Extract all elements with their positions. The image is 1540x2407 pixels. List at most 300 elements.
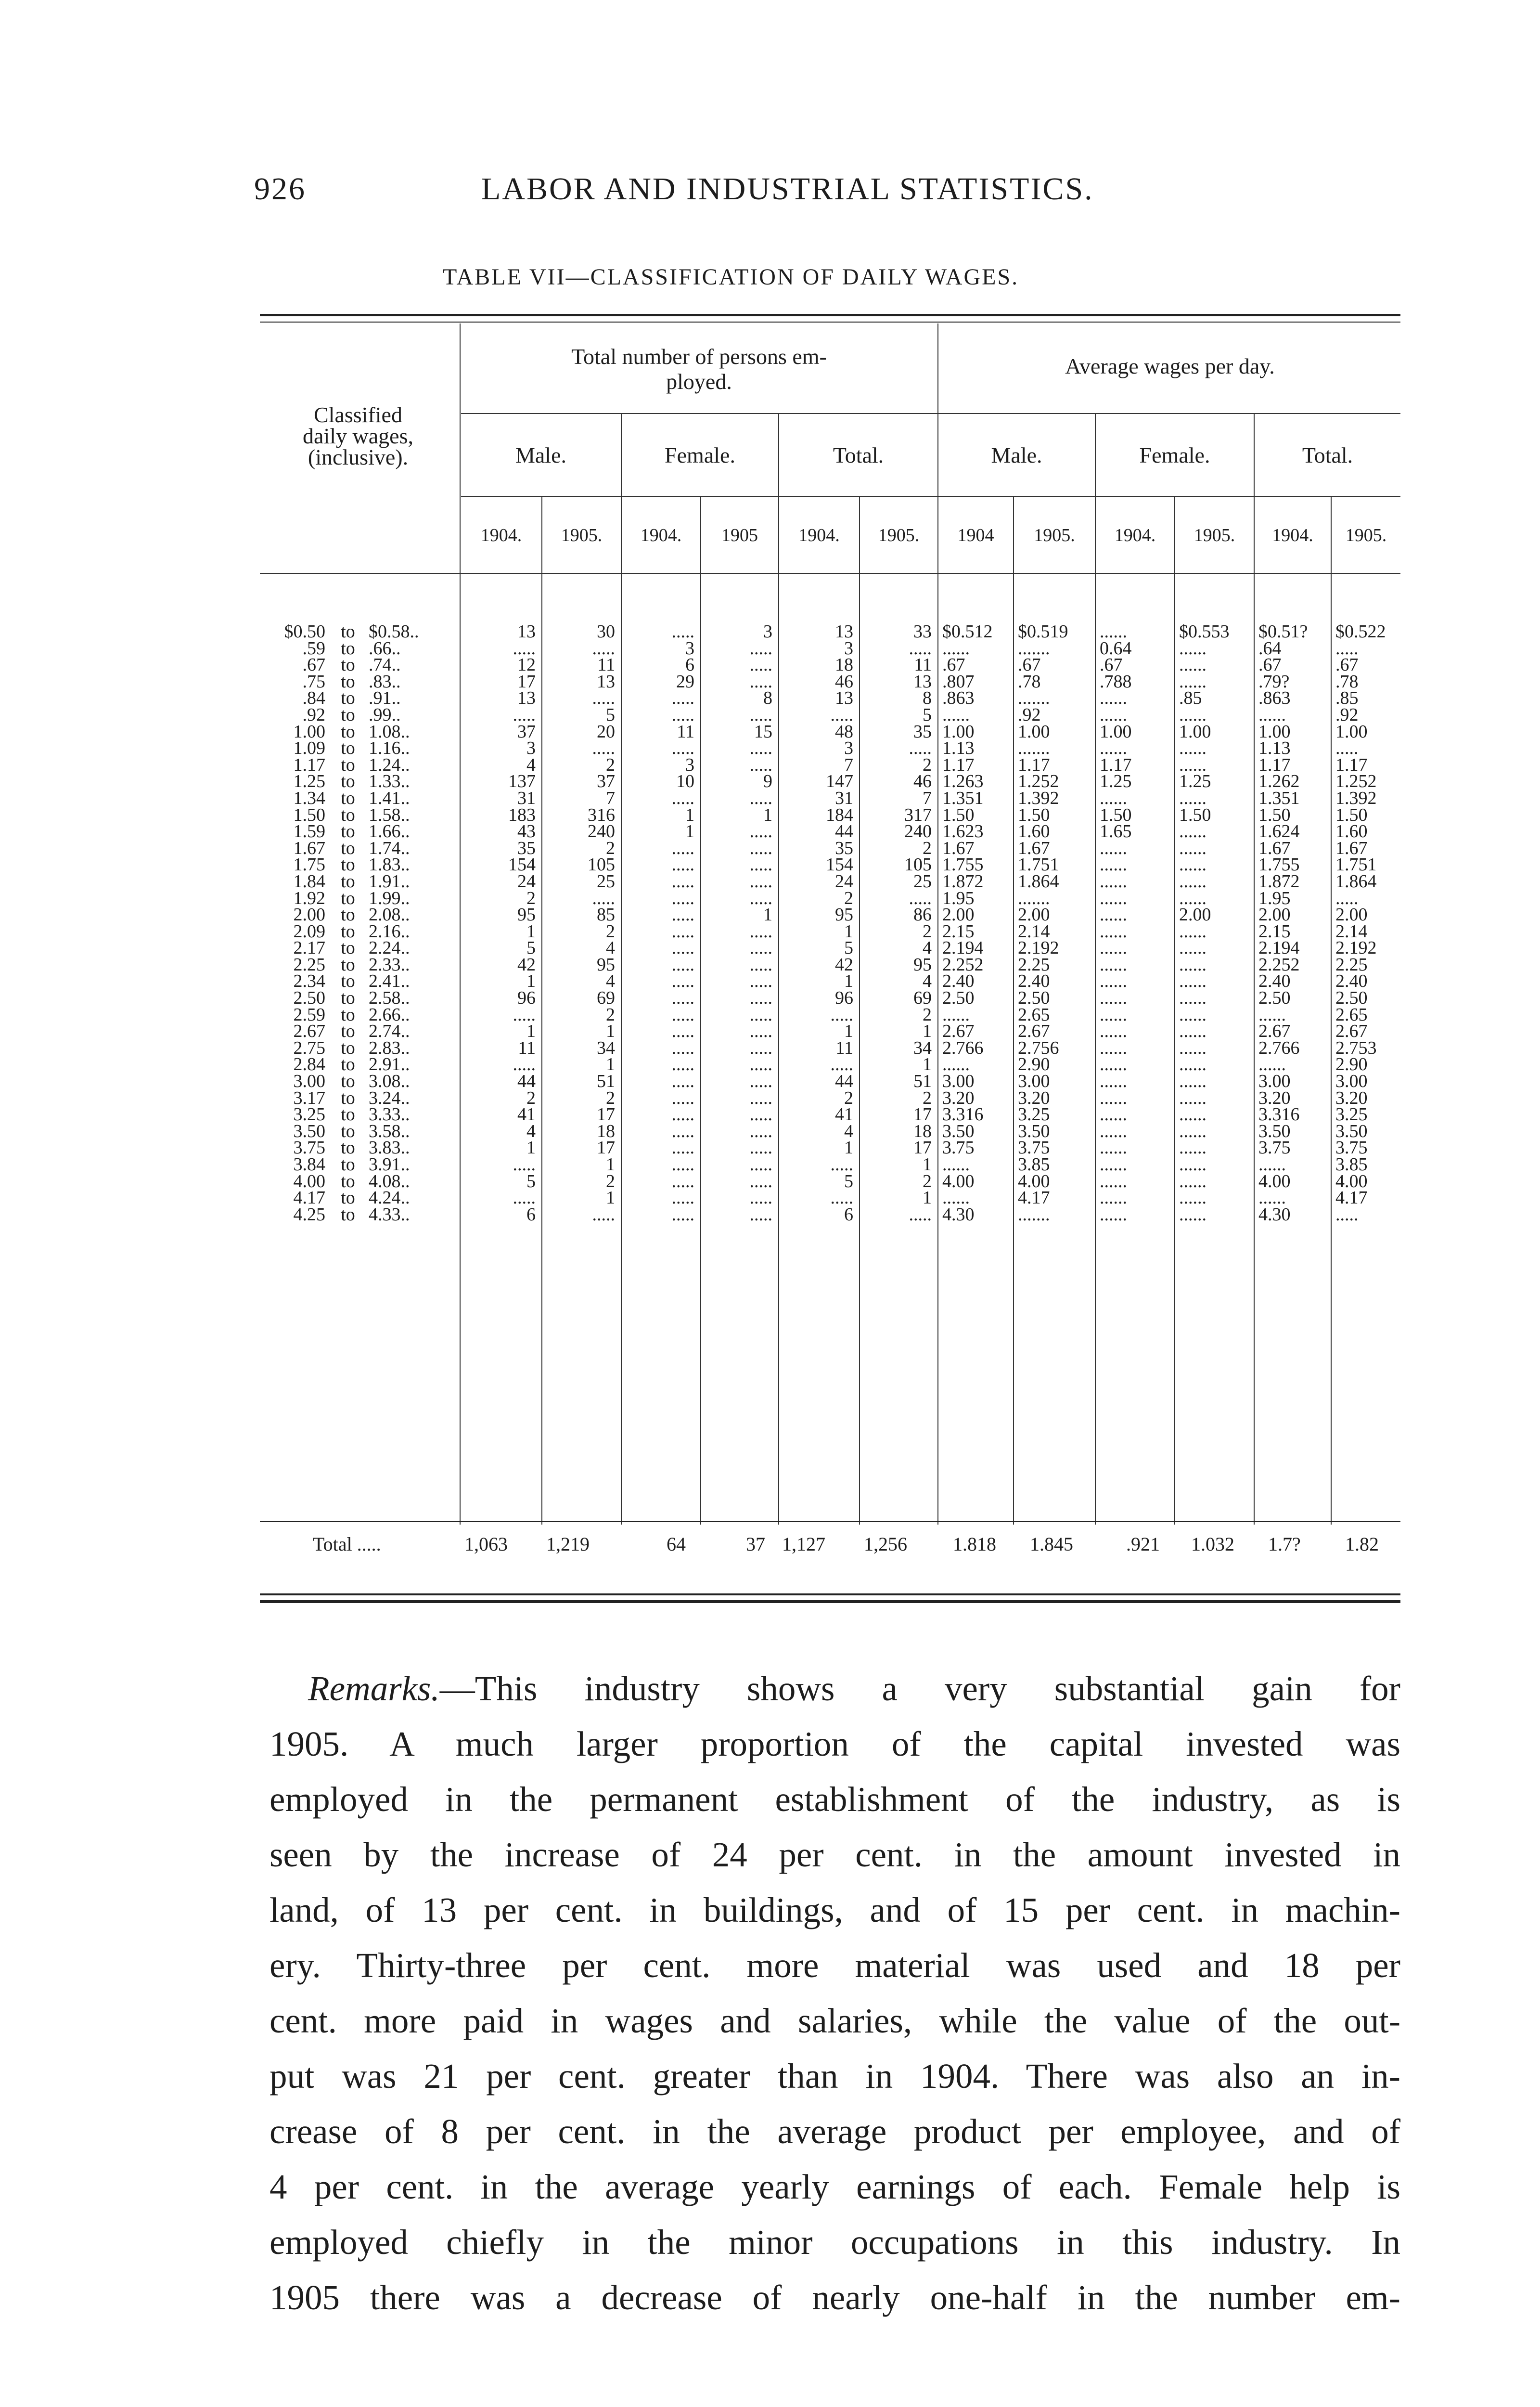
average-wage-cell: 2.00 [1179, 906, 1211, 923]
average-wage-cell: 1.17 [1258, 756, 1291, 774]
wage-class-cell: to [341, 873, 355, 890]
persons-cell: 95 [835, 906, 853, 923]
table-row [260, 807, 1400, 824]
wage-class-cell: 4.24.. [369, 1190, 410, 1206]
persons-cell: ..... [671, 706, 694, 724]
wage-class-cell: to [341, 623, 355, 640]
year-header: 1905. [1345, 525, 1387, 545]
average-wage-cell: ...... [1100, 840, 1127, 857]
average-wage-cell: .807 [942, 673, 975, 690]
wage-class-cell: 4.08.. [369, 1173, 410, 1190]
subheader-persons-male: Male. [515, 443, 566, 467]
average-wage-cell: 1.25 [1179, 773, 1211, 790]
wage-class-cell: to [341, 1173, 355, 1190]
average-wage-cell: 1.751 [1335, 856, 1377, 873]
average-wage-cell: 2.252 [942, 956, 984, 973]
average-wage-cell: ...... [1100, 1073, 1127, 1090]
persons-cell: ..... [830, 706, 853, 724]
total-label: Total ..... [313, 1533, 381, 1555]
wage-class-cell: 4.33.. [369, 1206, 410, 1223]
wage-class-cell: 1.33.. [369, 773, 410, 790]
subheader-wages-total: Total. [1302, 443, 1353, 467]
year-header: 1904. [480, 525, 522, 545]
average-wage-cell: 1.00 [1100, 723, 1132, 740]
persons-cell: 95 [913, 956, 932, 973]
average-wage-cell: $0.519 [1018, 623, 1068, 640]
average-wage-cell: ...... [1100, 1089, 1127, 1107]
average-wage-cell: .67 [1100, 657, 1123, 673]
wage-class-cell: to [341, 1139, 355, 1156]
persons-cell: 11 [914, 657, 932, 673]
average-wage-cell: 2.00 [1258, 906, 1291, 923]
table-row [260, 1073, 1400, 1090]
average-wage-cell: 2.25 [1335, 956, 1368, 973]
stub-header-line: Classified [314, 402, 402, 427]
table-row [260, 856, 1400, 873]
table-top-rule [260, 314, 1400, 316]
wage-class-cell: 1.66.. [369, 823, 410, 840]
average-wage-cell: .85 [1335, 690, 1359, 707]
persons-cell: ..... [671, 906, 694, 923]
persons-cell: 85 [597, 906, 615, 923]
average-wage-cell: 2.67 [1258, 1023, 1291, 1040]
table-row [260, 773, 1400, 790]
average-wage-cell: 2.766 [942, 1039, 984, 1057]
average-wage-cell: ...... [1100, 990, 1127, 1007]
average-wage-cell: 3.00 [1258, 1073, 1291, 1090]
average-wage-cell: 2.40 [1018, 973, 1050, 990]
average-wage-cell: ...... [1100, 1106, 1127, 1123]
persons-cell: ..... [592, 740, 615, 757]
remarks-lead: Remarks. [308, 1669, 440, 1708]
average-wage-cell: ...... [1179, 789, 1206, 807]
average-wage-cell: ...... [1179, 973, 1206, 990]
average-wage-cell: 1.13 [1258, 740, 1291, 757]
average-wage-cell: 2.00 [1335, 906, 1368, 923]
average-wage-cell: 3.50 [942, 1123, 975, 1140]
persons-cell: 25 [913, 873, 932, 890]
wage-class-cell: 3.00 [293, 1073, 325, 1090]
year-header: 1904. [798, 525, 840, 545]
average-wage-cell: .78 [1335, 673, 1359, 690]
total-value: 1,219 [546, 1533, 590, 1555]
average-wage-cell: ...... [1179, 740, 1206, 757]
persons-cell: ..... [749, 1089, 772, 1107]
persons-cell: ..... [671, 623, 694, 640]
wage-class-cell: 3.25 [293, 1106, 325, 1123]
persons-cell: 13 [835, 690, 853, 707]
average-wage-cell: ...... [1100, 956, 1127, 973]
average-wage-cell: ...... [1100, 856, 1127, 873]
year-header: 1904. [1272, 525, 1313, 545]
wage-class-cell: 2.75 [293, 1039, 325, 1057]
wage-class-cell: 1.58.. [369, 806, 410, 824]
average-wage-cell: .863 [1258, 690, 1291, 707]
average-wage-cell: ...... [1179, 823, 1206, 840]
wage-class-cell: to [341, 773, 355, 790]
wage-class-cell: to [341, 1123, 355, 1140]
persons-cell: 2 [526, 1089, 536, 1107]
persons-cell: ..... [749, 673, 772, 690]
average-wage-cell: ...... [1179, 756, 1206, 774]
wage-class-cell: .74.. [369, 657, 401, 673]
table-row [260, 1056, 1400, 1073]
average-wage-cell: 1.252 [1018, 773, 1059, 790]
average-wage-cell: ...... [1100, 789, 1127, 807]
wage-class-cell: 3.24.. [369, 1089, 410, 1107]
persons-cell: 1 [923, 1190, 932, 1206]
persons-cell: 4 [526, 756, 536, 774]
average-wage-cell: 2.15 [1258, 923, 1291, 940]
table-row [260, 640, 1400, 657]
persons-cell: 2 [606, 840, 615, 857]
persons-cell: 1 [923, 1023, 932, 1040]
persons-cell: 1 [685, 823, 694, 840]
persons-cell: 31 [517, 789, 536, 807]
persons-cell: 1 [923, 1056, 932, 1074]
average-wage-cell: ...... [1179, 657, 1206, 673]
table-row [260, 1173, 1400, 1190]
average-wage-cell: ...... [1100, 623, 1127, 640]
persons-cell: ..... [671, 973, 694, 990]
persons-cell: 41 [835, 1106, 853, 1123]
wage-class-cell: to [341, 823, 355, 840]
average-wage-cell: ...... [1179, 1023, 1206, 1040]
average-wage-cell: ...... [1100, 1156, 1127, 1173]
persons-cell: 51 [913, 1073, 932, 1090]
average-wage-cell: ...... [1100, 1206, 1127, 1223]
persons-cell: ..... [909, 890, 932, 907]
average-wage-cell: ...... [1179, 923, 1206, 940]
average-wage-cell: ...... [1179, 640, 1206, 657]
average-wage-cell: ...... [1100, 1190, 1127, 1206]
average-wage-cell: 1.872 [942, 873, 984, 890]
wage-class-cell: 4.25 [293, 1206, 325, 1223]
average-wage-cell: 2.194 [1258, 940, 1300, 957]
persons-cell: 11 [677, 723, 694, 740]
persons-cell: ..... [671, 873, 694, 890]
page-number: 926 [254, 171, 306, 207]
persons-cell: 25 [597, 873, 615, 890]
average-wage-cell: 0.64 [1100, 640, 1132, 657]
persons-cell: 29 [676, 673, 694, 690]
wage-class-cell: to [341, 906, 355, 923]
wage-class-cell: $0.50 [284, 623, 325, 640]
persons-cell: 18 [835, 657, 853, 673]
wage-class-cell: 2.41.. [369, 973, 410, 990]
wage-class-cell: 3.50 [293, 1123, 325, 1140]
wage-class-cell: 1.99.. [369, 890, 410, 907]
average-wage-cell: 1.252 [1335, 773, 1377, 790]
persons-cell: 13 [835, 623, 853, 640]
wage-class-cell: 1.83.. [369, 856, 410, 873]
average-wage-cell: 3.20 [1258, 1089, 1291, 1107]
average-wage-cell: 3.75 [942, 1139, 975, 1156]
persons-cell: ..... [749, 856, 772, 873]
subheader-wages-female: Female. [1139, 443, 1210, 467]
persons-cell: 5 [526, 1173, 536, 1190]
persons-cell: 41 [517, 1106, 536, 1123]
persons-cell: 1 [606, 1156, 615, 1173]
persons-cell: 105 [588, 856, 615, 873]
persons-cell: ..... [749, 990, 772, 1007]
table-row [260, 923, 1400, 940]
average-wage-cell: ...... [1100, 940, 1127, 957]
table-row [260, 790, 1400, 807]
wage-class-cell: to [341, 1073, 355, 1090]
persons-cell: ..... [749, 1056, 772, 1074]
wage-class-cell: to [341, 1039, 355, 1057]
wage-class-cell: .67 [302, 657, 325, 673]
average-wage-cell: ...... [1179, 990, 1206, 1007]
average-wage-cell: 2.756 [1018, 1039, 1059, 1057]
average-wage-cell: 3.00 [942, 1073, 975, 1090]
wage-class-cell: .66.. [369, 640, 401, 657]
persons-cell: 35 [913, 723, 932, 740]
persons-cell: ..... [671, 890, 694, 907]
remarks-paragraph [270, 1661, 1400, 2325]
table-row [260, 906, 1400, 923]
year-header: 1904 [957, 525, 994, 545]
total-value: 1,256 [864, 1533, 907, 1555]
persons-cell: 7 [606, 789, 615, 807]
subheader-wages-male: Male. [991, 443, 1042, 467]
persons-cell: 46 [913, 773, 932, 790]
table-row [260, 707, 1400, 724]
wage-class-cell: 2.34 [293, 973, 325, 990]
average-wage-cell: ...... [1100, 1023, 1127, 1040]
persons-cell: 2 [923, 1006, 932, 1023]
average-wage-cell: ....... [1018, 640, 1050, 657]
persons-cell: 44 [835, 823, 853, 840]
average-wage-cell: 4.00 [1335, 1173, 1368, 1190]
wage-class-cell: to [341, 1156, 355, 1173]
average-wage-cell: 3.75 [1258, 1139, 1291, 1156]
average-wage-cell: ...... [1100, 740, 1127, 757]
persons-cell: ..... [909, 640, 932, 657]
persons-cell: ..... [513, 1056, 536, 1074]
persons-cell: 34 [597, 1039, 615, 1057]
wage-class-cell: 2.59 [293, 1006, 325, 1023]
persons-cell: ..... [749, 940, 772, 957]
average-wage-cell: 3.75 [1335, 1139, 1368, 1156]
persons-cell: ..... [671, 856, 694, 873]
persons-cell: 43 [517, 823, 536, 840]
year-header: 1905 [721, 525, 758, 545]
average-wage-cell: 2.194 [942, 940, 984, 957]
table-row [260, 840, 1400, 857]
wage-class-cell: 1.67 [293, 840, 325, 857]
persons-cell: 3 [685, 640, 694, 657]
average-wage-cell: 1.17 [1100, 756, 1132, 774]
average-wage-cell: $0.51? [1258, 623, 1308, 640]
wage-class-cell: to [341, 940, 355, 957]
wage-class-cell: to [341, 1089, 355, 1107]
stub-header-line: daily wages, [303, 424, 413, 448]
average-wage-cell: 3.00 [1018, 1073, 1050, 1090]
average-wage-cell: 1.624 [1258, 823, 1300, 840]
persons-cell: 3 [526, 740, 536, 757]
average-wage-cell: 4.00 [1018, 1173, 1050, 1190]
table-row [260, 973, 1400, 990]
persons-cell: 1 [844, 1139, 853, 1156]
persons-cell: 2 [606, 1173, 615, 1190]
average-wage-cell: 2.50 [1335, 990, 1368, 1007]
average-wage-cell: ...... [1179, 956, 1206, 973]
persons-cell: 2 [923, 1173, 932, 1190]
persons-cell: ..... [749, 890, 772, 907]
persons-cell: 17 [913, 1106, 932, 1123]
persons-cell: ..... [749, 1173, 772, 1190]
average-wage-cell: 2.40 [942, 973, 975, 990]
average-wage-cell: 3.50 [1018, 1123, 1050, 1140]
table-row [260, 1139, 1400, 1156]
wages-group-header: Average wages per day. [1065, 354, 1275, 378]
average-wage-cell: ...... [1100, 1173, 1127, 1190]
wage-class-cell: 2.83.. [369, 1039, 410, 1057]
average-wage-cell: .67 [1018, 657, 1041, 673]
stub-header-line: (inclusive). [308, 445, 409, 469]
wage-class-cell: to [341, 1006, 355, 1023]
total-value: 1.845 [1030, 1533, 1073, 1555]
wage-class-cell: to [341, 956, 355, 973]
wage-class-cell: .83.. [369, 673, 401, 690]
average-wage-cell: 2.40 [1258, 973, 1291, 990]
wage-class-cell: 3.75 [293, 1139, 325, 1156]
average-wage-cell: 1.864 [1018, 873, 1059, 890]
wage-class-cell: 4.17 [293, 1190, 325, 1206]
total-value: 1,127 [782, 1533, 825, 1555]
average-wage-cell: ...... [1258, 706, 1286, 724]
average-wage-cell: .788 [1100, 673, 1132, 690]
wage-class-cell: to [341, 973, 355, 990]
wage-class-cell: to [341, 840, 355, 857]
persons-cell: 105 [904, 856, 932, 873]
average-wage-cell: 2.50 [942, 990, 975, 1007]
wage-class-cell: to [341, 1190, 355, 1206]
table-row [260, 724, 1400, 740]
remarks-line: cent. more paid in wages and salaries, while the value of the out- [270, 2001, 1400, 2040]
table-row [260, 757, 1400, 774]
average-wage-cell: ...... [942, 706, 970, 724]
average-wage-cell: ...... [1100, 706, 1127, 724]
persons-cell: 9 [763, 773, 772, 790]
remarks-line: —This industry shows a very substantial gain for [439, 1669, 1400, 1708]
persons-cell: 1 [606, 1023, 615, 1040]
persons-cell: 37 [517, 723, 536, 740]
remarks-line: employed in the permanent establishment of the industry, as is [270, 1780, 1400, 1819]
persons-cell: ..... [671, 789, 694, 807]
average-wage-cell: 4.30 [1258, 1206, 1291, 1223]
average-wage-cell: 3.25 [1335, 1106, 1368, 1123]
persons-cell: 4 [923, 973, 932, 990]
persons-cell: ..... [592, 1206, 615, 1223]
wage-class-cell: 2.25 [293, 956, 325, 973]
persons-cell: ..... [749, 1139, 772, 1156]
persons-cell: 20 [597, 723, 615, 740]
average-wage-cell: ...... [1100, 1139, 1127, 1156]
persons-cell: 8 [923, 690, 932, 707]
total-value: 1.82 [1345, 1533, 1379, 1555]
average-wage-cell: ...... [1100, 1039, 1127, 1057]
wage-class-cell: .84 [302, 690, 325, 707]
persons-cell: 5 [844, 940, 853, 957]
average-wage-cell: ...... [1179, 1006, 1206, 1023]
average-wage-cell: 2.14 [1018, 923, 1050, 940]
table-row [260, 1190, 1400, 1206]
persons-cell: 1 [923, 1156, 932, 1173]
average-wage-cell: 1.60 [1335, 823, 1368, 840]
persons-cell: ..... [749, 1123, 772, 1140]
persons-group-header [462, 344, 936, 394]
persons-cell: ..... [749, 706, 772, 724]
average-wage-cell: 3.50 [1258, 1123, 1291, 1140]
wage-class-cell: to [341, 1056, 355, 1074]
persons-cell: ..... [513, 640, 536, 657]
remarks-line: ery. Thirty-three per cent. more material was used and 18 per [270, 1946, 1400, 1985]
persons-cell: ..... [749, 956, 772, 973]
persons-cell: ..... [830, 1056, 853, 1074]
wage-class-cell: 3.33.. [369, 1106, 410, 1123]
persons-cell: 33 [913, 623, 932, 640]
persons-cell: 18 [597, 1123, 615, 1140]
wage-class-cell: 3.58.. [369, 1123, 410, 1140]
average-wage-cell: 2.00 [1018, 906, 1050, 923]
average-wage-cell: ...... [942, 1190, 970, 1206]
average-wage-cell: 2.25 [1018, 956, 1050, 973]
average-wage-cell: ...... [1100, 873, 1127, 890]
average-wage-cell: 3.00 [1335, 1073, 1368, 1090]
table-row [260, 1206, 1400, 1223]
wage-class-cell: 1.24.. [369, 756, 410, 774]
table-row [260, 890, 1400, 907]
wage-class-cell: to [341, 806, 355, 824]
persons-cell: 12 [517, 657, 536, 673]
average-wage-cell: ...... [1179, 1123, 1206, 1140]
average-wage-cell: 2.65 [1018, 1006, 1050, 1023]
average-wage-cell: 1.392 [1018, 789, 1059, 807]
average-wage-cell: 2.252 [1258, 956, 1300, 973]
average-wage-cell: ...... [1258, 1190, 1286, 1206]
average-wage-cell: 3.20 [942, 1089, 975, 1107]
average-wage-cell: 1.751 [1018, 856, 1059, 873]
remarks-line: 1905 there was a decrease of nearly one-half in the number em- [270, 2278, 1400, 2317]
wage-class-cell: 3.17 [293, 1089, 325, 1107]
persons-cell: 15 [754, 723, 772, 740]
average-wage-cell: 1.392 [1335, 789, 1377, 807]
table-row [260, 1090, 1400, 1107]
persons-cell: 3 [685, 756, 694, 774]
table-row [260, 1123, 1400, 1140]
average-wage-cell: 4.17 [1018, 1190, 1050, 1206]
persons-cell: 2 [923, 840, 932, 857]
table-row [260, 1106, 1400, 1123]
persons-cell: 7 [844, 756, 853, 774]
wage-class-cell: 1.16.. [369, 740, 410, 757]
average-wage-cell: 3.50 [1335, 1123, 1368, 1140]
average-wage-cell: ....... [1018, 740, 1050, 757]
average-wage-cell: ...... [1179, 1206, 1206, 1223]
average-wage-cell: 2.67 [942, 1023, 975, 1040]
year-header: 1905. [878, 525, 920, 545]
average-wage-cell: .67 [942, 657, 965, 673]
persons-cell: ..... [749, 740, 772, 757]
persons-cell: 5 [923, 706, 932, 724]
table-row [260, 657, 1400, 673]
average-wage-cell: ...... [1179, 1039, 1206, 1057]
average-wage-cell: 2.192 [1335, 940, 1377, 957]
wage-class-cell: 2.09 [293, 923, 325, 940]
